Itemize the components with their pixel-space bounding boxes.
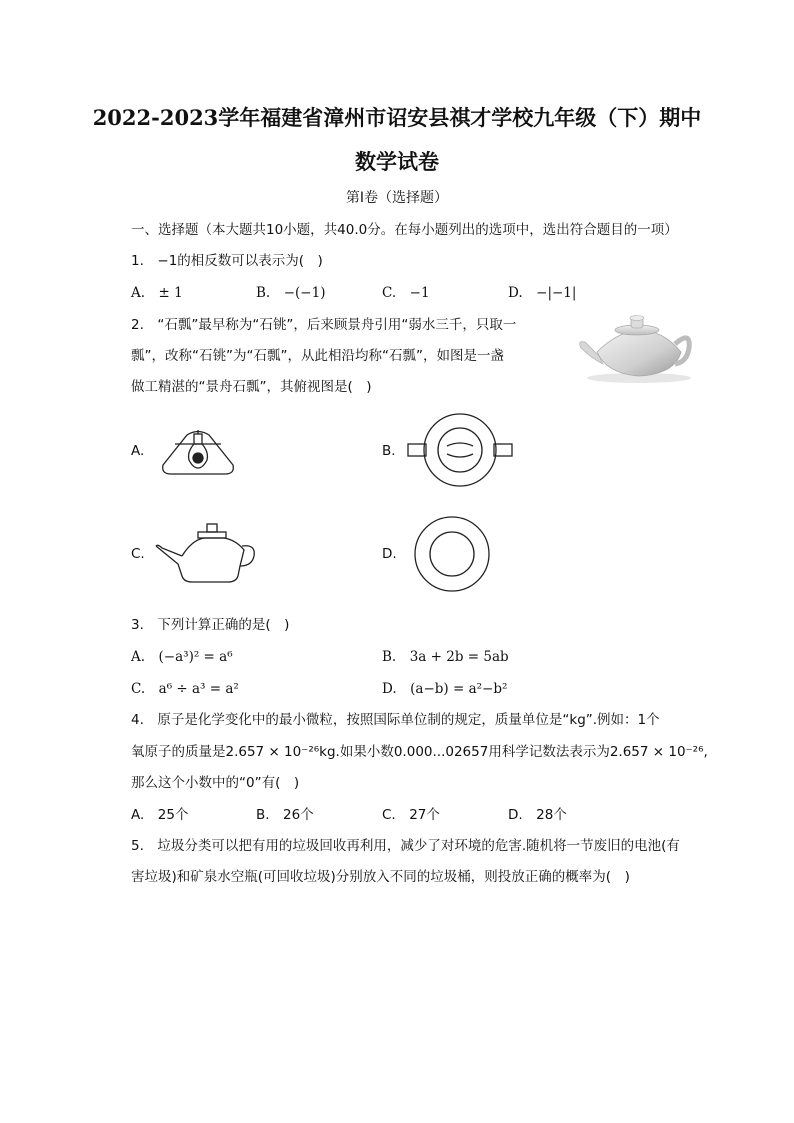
q4-line1: 4. 原子是化学变化中的最小微粒，按照国际单位制的规定，质量单位是“kg”.例如：1个 bbox=[131, 712, 660, 728]
exam-title-line2: 数学试卷 bbox=[355, 149, 439, 174]
q4-option-b: B. 26个 bbox=[256, 807, 314, 823]
q3-option-c: C. a⁶ ÷ a³ = a² bbox=[131, 681, 239, 697]
q4-option-c: C. 27个 bbox=[382, 807, 440, 823]
q1-option-d: D. −|−1| bbox=[508, 285, 577, 301]
q2-line2: 瓢”，改称“石铫”为“石瓢”，从此相沿均称“石瓢”，如图是一盏 bbox=[131, 348, 504, 364]
q3-option-a: A. (−a³)² = a⁶ bbox=[131, 649, 233, 665]
q3-option-b: B. 3a + 2b = 5ab bbox=[382, 649, 509, 665]
q5-line1: 5. 垃圾分类可以把有用的垃圾回收再利用，减少了对环境的危害.随机将一节废旧的电池(有 bbox=[131, 838, 680, 854]
q2-option-c-label: C. bbox=[131, 546, 145, 562]
q1-option-b: B. −(−1) bbox=[256, 285, 326, 301]
exam-title-line1: 2022-2023学年福建省漳州市诏安县祺才学校九年级（下）期中 bbox=[92, 105, 702, 130]
teapot-photo-image bbox=[577, 308, 693, 386]
q2-line3: 做工精湛的“景舟石瓢”，其俯视图是( ) bbox=[131, 379, 372, 395]
q2-option-a-figure bbox=[153, 420, 243, 480]
q2-option-c-figure bbox=[152, 520, 258, 586]
q1-option-a: A. ± 1 bbox=[131, 285, 183, 301]
q2-option-d-figure bbox=[412, 514, 492, 594]
q1-stem: 1. −1的相反数可以表示为( ) bbox=[131, 253, 323, 269]
q2-line1: 2. “石瓢”最早称为“石铫”，后来顾景舟引用“弱水三千，只取一 bbox=[131, 317, 517, 333]
q5-line2: 害垃圾)和矿泉水空瓶(可回收垃圾)分别放入不同的垃圾桶，则投放正确的概率为( ) bbox=[131, 869, 630, 885]
q1-option-c: C. −1 bbox=[382, 285, 430, 301]
section-heading: 第I卷（选择题） bbox=[345, 190, 449, 206]
q3-option-d: D. (a−b) = a²−b² bbox=[382, 681, 508, 697]
q3-stem: 3. 下列计算正确的是( ) bbox=[131, 617, 290, 633]
q4-line3: 那么这个小数中的“0”有( ) bbox=[131, 775, 300, 791]
q2-option-d-label: D. bbox=[382, 546, 397, 562]
q2-option-a-label: A. bbox=[131, 443, 145, 459]
q4-option-d: D. 28个 bbox=[508, 807, 567, 823]
q2-option-b-figure bbox=[405, 412, 515, 488]
q2-option-b-label: B. bbox=[382, 443, 396, 459]
q4-option-a: A. 25个 bbox=[131, 807, 189, 823]
q4-line2: 氧原子的质量是2.657 × 10⁻²⁶kg.如果小数0.000...02657用科学记数法表示为2.657 × 10⁻²⁶, bbox=[131, 744, 708, 760]
instructions: 一、选择题（本大题共10小题，共40.0分。在每小题列出的选项中，选出符合题目的一项） bbox=[131, 222, 678, 238]
